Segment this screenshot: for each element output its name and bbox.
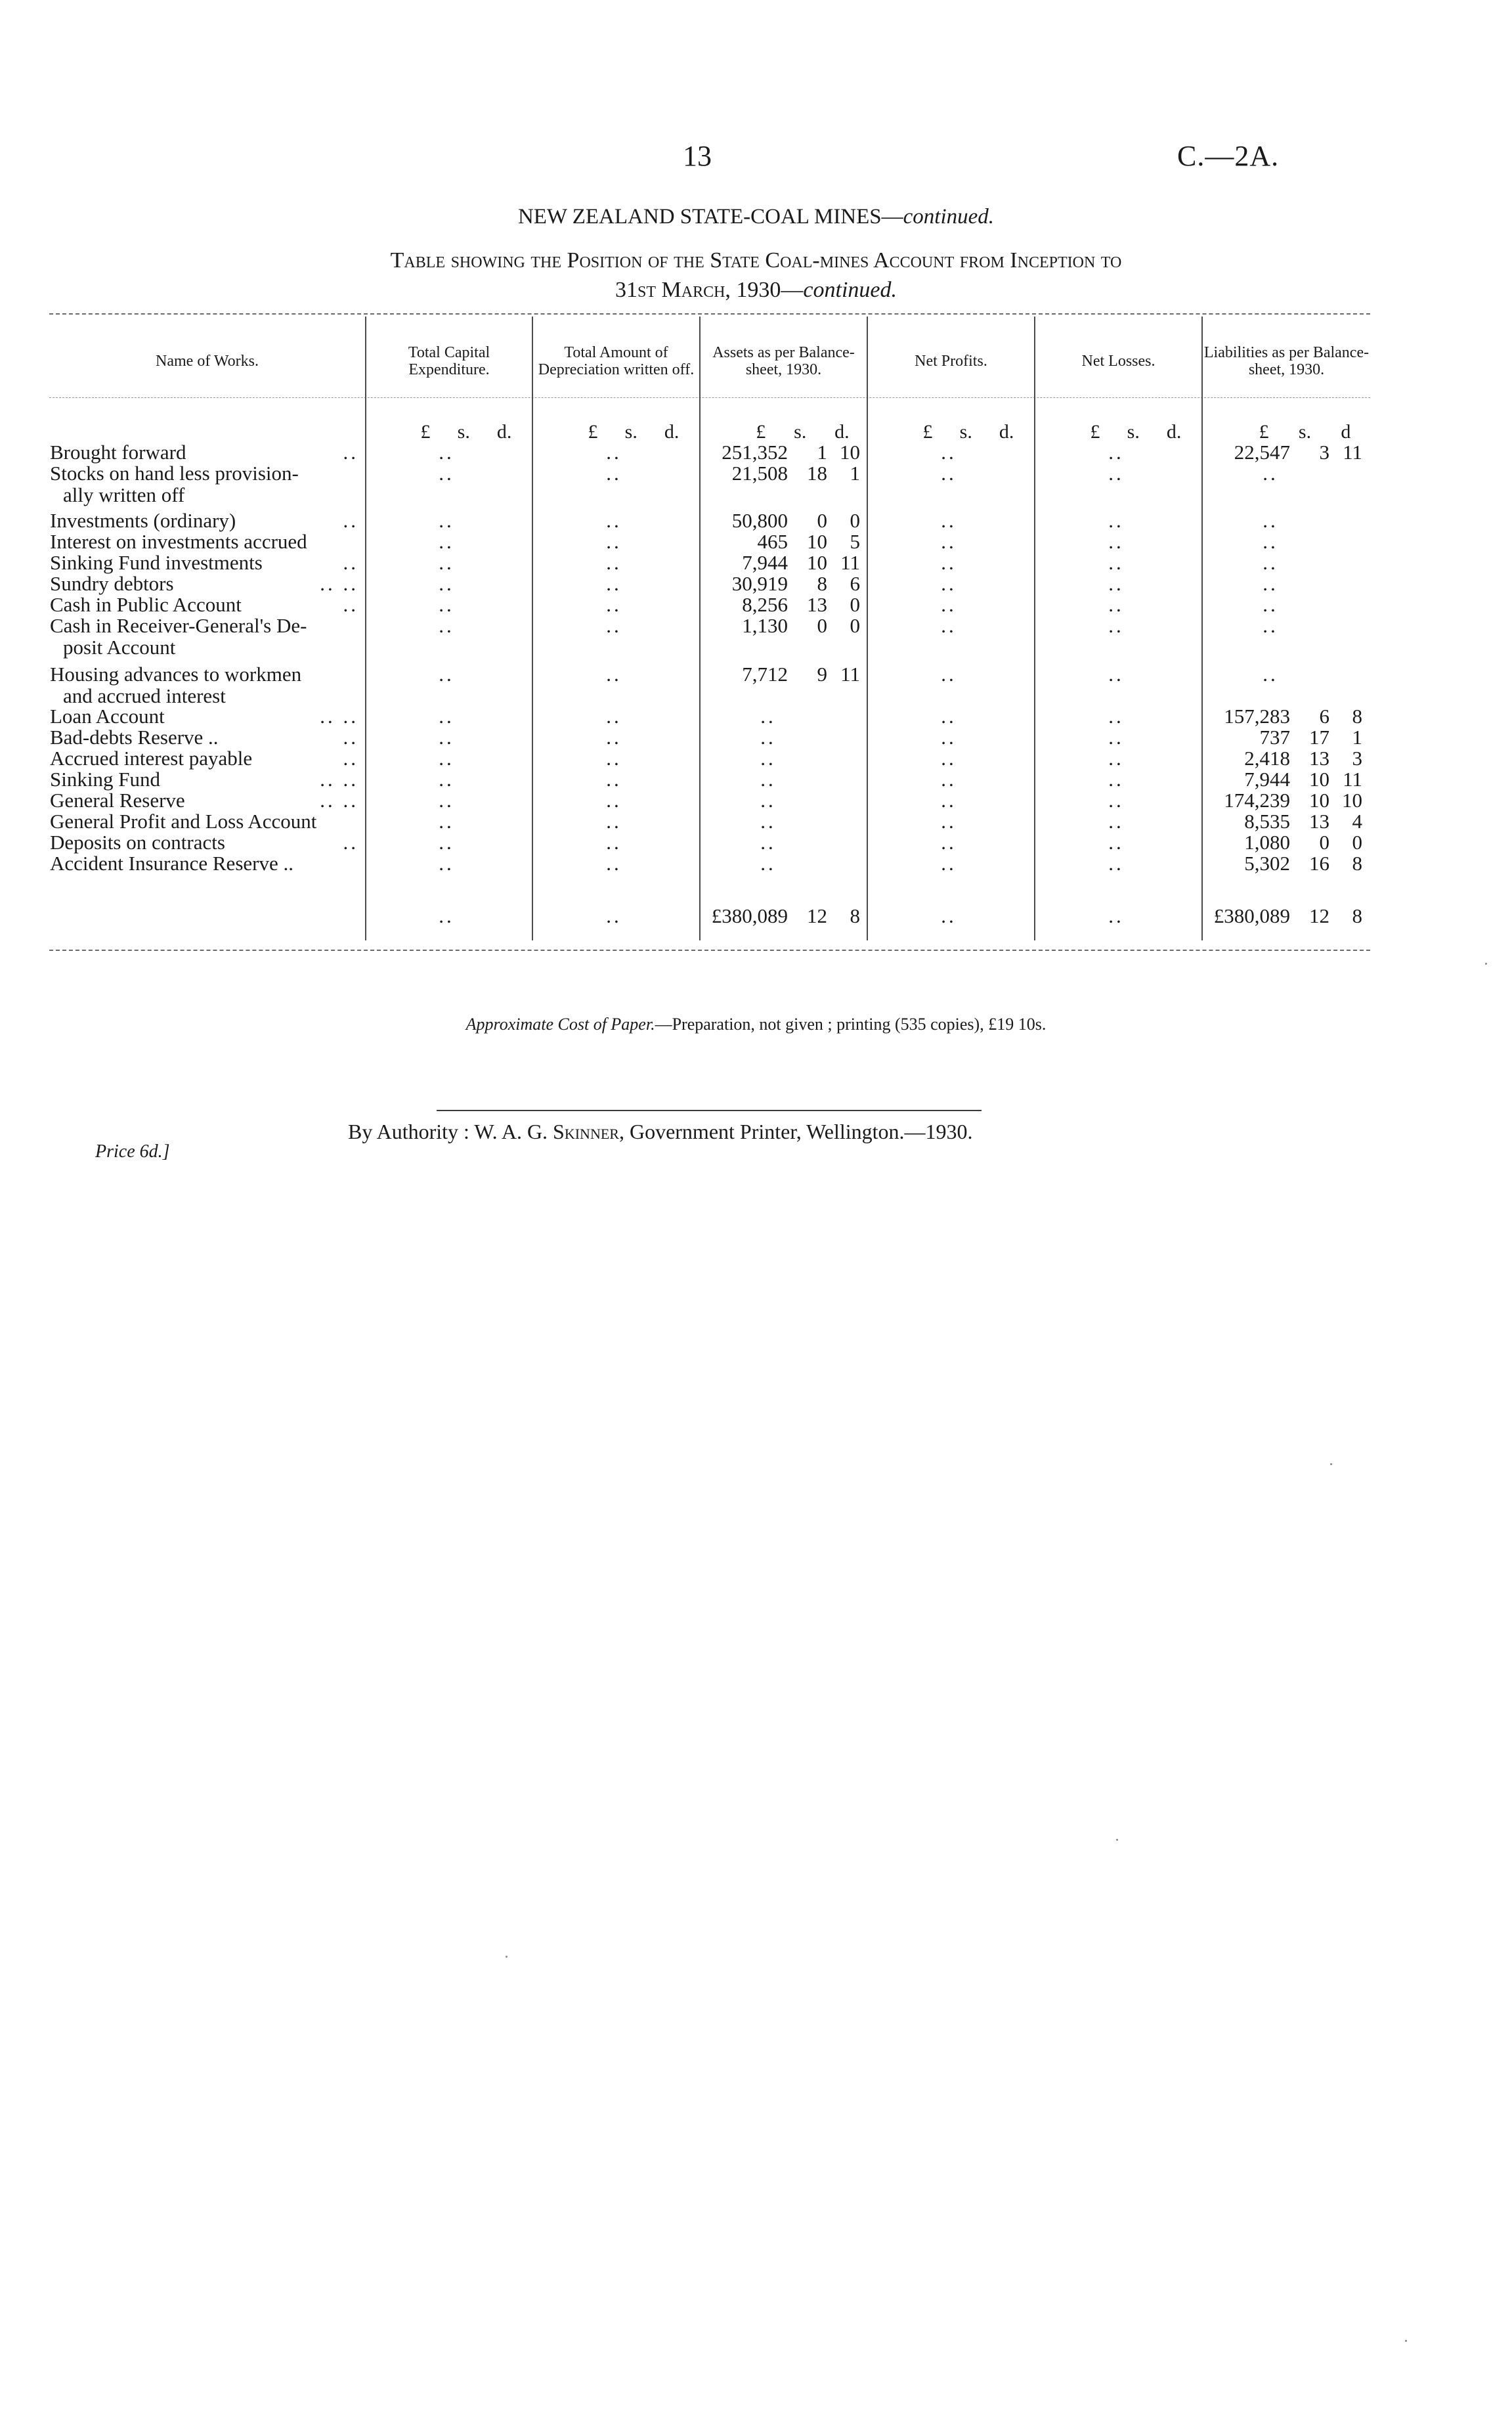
authority-suffix: , Government Printer, Wellington.—1930.: [618, 1120, 973, 1143]
row-label: [50, 789, 358, 811]
empty-cell-dots: ..: [439, 904, 454, 927]
empty-cell-dots: ..: [941, 747, 957, 770]
total-assets-shillings: 12: [807, 904, 827, 927]
empty-cell-dots: ..: [1263, 593, 1278, 616]
column-divider: [1034, 317, 1035, 940]
empty-cell-dots: ..: [606, 705, 622, 728]
liabilities-pence: 11: [1343, 768, 1362, 791]
liabilities-shillings: 13: [1309, 747, 1329, 770]
scan-speck: [506, 1956, 508, 1958]
table-title-italic: continued.: [803, 278, 897, 302]
assets-pounds: 30,919: [731, 572, 788, 595]
empty-cell-dots: ..: [1108, 705, 1124, 728]
liabilities-pounds: 2,418: [1244, 747, 1290, 770]
assets-pounds: 8,256: [742, 593, 788, 616]
leader-dots: ..: [343, 441, 358, 464]
assets-pence: 1: [850, 462, 860, 485]
column-divider: [365, 317, 366, 940]
empty-cell-dots: ..: [941, 572, 957, 595]
empty-cell-dots: ..: [1263, 509, 1278, 532]
liabilities-shillings: 0: [1319, 831, 1329, 854]
empty-cell-dots: ..: [439, 441, 454, 464]
cost-note-text: —Preparation, not given ; printing (535 copies), £19 10s.: [655, 1015, 1047, 1034]
unit-pound: £: [922, 421, 933, 443]
column-header-liabilities: Liabilities as per Balance-sheet, 1930.: [1203, 344, 1370, 378]
leader-dots: ..: [343, 551, 358, 574]
row-label: [50, 852, 358, 874]
table-title-line-2: [0, 275, 1512, 305]
row-label-continuation: posit Account: [63, 636, 176, 659]
empty-cell-dots: ..: [606, 509, 622, 532]
row-label: [50, 831, 358, 853]
empty-cell-dots: ..: [760, 810, 776, 833]
liabilities-pence: 8: [1352, 705, 1362, 728]
row-label: [50, 705, 358, 727]
column-header-assets: Assets as per Balance-sheet, 1930.: [712, 344, 855, 378]
leader-dots: .. ..: [320, 789, 358, 812]
row-label: [50, 573, 358, 594]
empty-cell-dots: ..: [439, 726, 454, 749]
empty-cell-dots: ..: [941, 768, 957, 791]
empty-cell-dots: ..: [1108, 768, 1124, 791]
empty-cell-dots: ..: [1108, 551, 1124, 574]
empty-cell-dots: ..: [1108, 509, 1124, 532]
leader-dots: ..: [343, 831, 358, 854]
empty-cell-dots: ..: [1263, 551, 1278, 574]
empty-cell-dots: ..: [1263, 462, 1278, 485]
unit-pence: d: [1341, 421, 1351, 443]
leader-dots: .. ..: [320, 768, 358, 791]
leader-dots: ..: [343, 747, 358, 770]
liabilities-pence: 0: [1352, 831, 1362, 854]
column-header-capital: Total Capital Expenditure.: [408, 344, 490, 378]
empty-cell-dots: ..: [439, 462, 454, 485]
empty-cell-dots: ..: [606, 768, 622, 791]
empty-cell-dots: ..: [760, 852, 776, 875]
empty-cell-dots: ..: [439, 768, 454, 791]
empty-cell-dots: ..: [606, 789, 622, 812]
liabilities-pence: 3: [1352, 747, 1362, 770]
unit-pound: £: [1090, 421, 1100, 443]
assets-shillings: 13: [807, 593, 827, 616]
liabilities-pounds: 7,944: [1244, 768, 1290, 791]
row-label-text: Housing advances to workmen: [50, 663, 302, 686]
table-top-rule: [49, 313, 1370, 315]
leader-dots: ..: [343, 593, 358, 616]
unit-pence: d.: [496, 421, 512, 443]
empty-cell-dots: ..: [941, 904, 957, 927]
liabilities-pounds: 737: [1259, 726, 1290, 749]
column-divider: [1201, 317, 1203, 940]
empty-cell-dots: ..: [1108, 462, 1124, 485]
unit-shilling: s.: [959, 421, 972, 443]
assets-pence: 11: [840, 551, 860, 574]
unit-pence: d.: [834, 421, 850, 443]
empty-cell-dots: ..: [941, 441, 957, 464]
empty-cell-dots: ..: [941, 726, 957, 749]
price-note: Price 6d.]: [95, 1141, 170, 1162]
row-label: [50, 615, 358, 658]
table-header-rule: [49, 397, 1370, 398]
empty-cell-dots: ..: [1108, 614, 1124, 637]
liabilities-pence: 4: [1352, 810, 1362, 833]
empty-cell-dots: ..: [760, 768, 776, 791]
unit-pound: £: [420, 421, 431, 443]
empty-cell-dots: ..: [941, 789, 957, 812]
empty-cell-dots: ..: [606, 593, 622, 616]
empty-cell-dots: ..: [1108, 789, 1124, 812]
row-label-text: General Reserve: [50, 789, 185, 812]
row-label: [50, 663, 358, 707]
unit-shilling: s.: [1127, 421, 1140, 443]
empty-cell-dots: ..: [439, 747, 454, 770]
row-label-text: Sinking Fund investments: [50, 551, 263, 574]
authority-line: [348, 1120, 973, 1144]
scan-speck: [1485, 963, 1487, 965]
unit-pence: d.: [664, 421, 680, 443]
column-header-losses: Net Losses.: [1081, 353, 1156, 370]
assets-pence: 6: [850, 572, 860, 595]
empty-cell-dots: ..: [439, 572, 454, 595]
assets-pounds: 251,352: [722, 441, 788, 464]
row-label-text: Sundry debtors: [50, 572, 174, 595]
column-header-profits: Net Profits.: [915, 353, 987, 370]
column-divider: [532, 317, 533, 940]
assets-shillings: 10: [807, 530, 827, 553]
empty-cell-dots: ..: [606, 462, 622, 485]
empty-cell-dots: ..: [439, 663, 454, 686]
total-liabilities-pounds: £380,089: [1213, 904, 1290, 927]
empty-cell-dots: ..: [1108, 831, 1124, 854]
empty-cell-dots: ..: [606, 551, 622, 574]
empty-cell-dots: ..: [606, 726, 622, 749]
empty-cell-dots: ..: [439, 831, 454, 854]
empty-cell-dots: ..: [1108, 593, 1124, 616]
empty-cell-dots: ..: [606, 614, 622, 637]
liabilities-shillings: 6: [1319, 705, 1329, 728]
liabilities-shillings: 10: [1309, 768, 1329, 791]
empty-cell-dots: ..: [1108, 572, 1124, 595]
liabilities-pounds: 8,535: [1244, 810, 1290, 833]
empty-cell-dots: ..: [606, 747, 622, 770]
empty-cell-dots: ..: [941, 663, 957, 686]
empty-cell-dots: ..: [439, 509, 454, 532]
empty-cell-dots: ..: [439, 789, 454, 812]
empty-cell-dots: ..: [439, 530, 454, 553]
assets-shillings: 1: [817, 441, 827, 464]
empty-cell-dots: ..: [760, 831, 776, 854]
scan-speck: [1116, 1839, 1118, 1841]
unit-shilling: s.: [457, 421, 470, 443]
empty-cell-dots: ..: [1108, 663, 1124, 686]
empty-cell-dots: ..: [1263, 663, 1278, 686]
empty-cell-dots: ..: [1263, 572, 1278, 595]
document-reference: C.—2A.: [1177, 140, 1280, 172]
leader-dots: ..: [343, 509, 358, 532]
row-label-continuation: and accrued interest: [63, 684, 226, 707]
empty-cell-dots: ..: [439, 614, 454, 637]
row-label: [50, 510, 358, 531]
assets-shillings: 18: [807, 462, 827, 485]
empty-cell-dots: ..: [941, 551, 957, 574]
row-label-text: Sinking Fund: [50, 768, 160, 791]
empty-cell-dots: ..: [941, 593, 957, 616]
liabilities-pence: 10: [1342, 789, 1362, 812]
cost-note: [0, 1015, 1512, 1034]
assets-shillings: 9: [817, 663, 827, 686]
units-profits: [909, 420, 1027, 444]
assets-shillings: 8: [817, 572, 827, 595]
liabilities-pounds: 5,302: [1244, 852, 1290, 875]
liabilities-pounds: 22,547: [1234, 441, 1290, 464]
column-header-depreciation: Total Amount of Depreciation written off.: [538, 344, 695, 378]
assets-pence: 11: [840, 663, 860, 686]
unit-pound: £: [756, 421, 766, 443]
row-label-text: Cash in Public Account: [50, 593, 242, 616]
row-label-text: Accrued interest payable: [50, 747, 253, 770]
unit-shilling: s.: [1298, 421, 1312, 443]
unit-shilling: s.: [624, 421, 637, 443]
row-label: [50, 810, 358, 832]
row-label-text: Brought forward: [50, 441, 186, 464]
liabilities-shillings: 16: [1309, 852, 1329, 875]
empty-cell-dots: ..: [439, 852, 454, 875]
empty-cell-dots: ..: [606, 831, 622, 854]
scan-speck: [1330, 1463, 1332, 1465]
empty-cell-dots: ..: [606, 810, 622, 833]
empty-cell-dots: ..: [760, 726, 776, 749]
empty-cell-dots: ..: [439, 810, 454, 833]
total-assets-pence: 8: [850, 904, 860, 927]
row-label-text: Bad-debts Reserve ..: [50, 726, 219, 749]
assets-pence: 10: [840, 441, 860, 464]
liabilities-pounds: 1,080: [1244, 831, 1290, 854]
leader-dots: .. ..: [320, 705, 358, 728]
page-number: 13: [683, 140, 712, 172]
row-label-text: Loan Account: [50, 705, 165, 728]
empty-cell-dots: ..: [760, 705, 776, 728]
units-depreciation: [574, 420, 693, 444]
assets-pence: 0: [850, 593, 860, 616]
empty-cell-dots: ..: [941, 852, 957, 875]
empty-cell-dots: ..: [1263, 530, 1278, 553]
row-label-continuation: ally written off: [63, 483, 185, 506]
row-label-text: General Profit and Loss Account: [50, 810, 317, 833]
unit-pence: d.: [999, 421, 1014, 443]
empty-cell-dots: ..: [606, 572, 622, 595]
unit-pound: £: [1259, 421, 1269, 443]
empty-cell-dots: ..: [1108, 904, 1124, 927]
total-liabilities-pence: 8: [1352, 904, 1362, 927]
liabilities-pounds: 174,239: [1224, 789, 1290, 812]
units-capital: [407, 420, 525, 444]
liabilities-pence: 8: [1352, 852, 1362, 875]
empty-cell-dots: ..: [606, 530, 622, 553]
liabilities-pounds: 157,283: [1224, 705, 1290, 728]
column-divider: [699, 317, 701, 940]
empty-cell-dots: ..: [941, 810, 957, 833]
table-bottom-rule: [49, 950, 1370, 951]
heading-main: NEW ZEALAND STATE-COAL MINES—: [517, 205, 903, 229]
assets-shillings: 10: [807, 551, 827, 574]
row-label-text: Cash in Receiver-General's De-: [50, 614, 307, 637]
column-header-name: Name of Works.: [156, 353, 259, 370]
scan-speck: [1405, 2340, 1407, 2342]
empty-cell-dots: ..: [606, 663, 622, 686]
empty-cell-dots: ..: [439, 593, 454, 616]
empty-cell-dots: ..: [1108, 441, 1124, 464]
section-heading: [0, 205, 1512, 229]
empty-cell-dots: ..: [941, 530, 957, 553]
empty-cell-dots: ..: [760, 789, 776, 812]
empty-cell-dots: ..: [941, 705, 957, 728]
assets-pounds: 50,800: [731, 509, 788, 532]
assets-pounds: 465: [757, 530, 788, 553]
row-label: [50, 462, 358, 506]
row-label-text: Accident Insurance Reserve ..: [50, 852, 293, 875]
empty-cell-dots: ..: [606, 904, 622, 927]
units-losses: [1077, 420, 1195, 444]
table-title: [0, 246, 1512, 305]
authority-prefix: By Authority : W. A. G.: [348, 1120, 553, 1143]
empty-cell-dots: ..: [1108, 726, 1124, 749]
row-label-text: Deposits on contracts: [50, 831, 225, 854]
column-divider: [867, 317, 868, 940]
printer-name: Skinner: [553, 1120, 619, 1143]
liabilities-pence: 11: [1343, 441, 1362, 464]
empty-cell-dots: ..: [439, 551, 454, 574]
cost-note-label: Approximate Cost of Paper.: [465, 1015, 655, 1034]
unit-pound: £: [588, 421, 598, 443]
row-label-text: Stocks on hand less provision-: [50, 462, 299, 485]
leader-dots: ..: [343, 726, 358, 749]
unit-shilling: s.: [794, 421, 807, 443]
total-assets-pounds: £380,089: [711, 904, 788, 927]
empty-cell-dots: ..: [606, 441, 622, 464]
row-label-text: Interest on investments accrued: [50, 530, 307, 553]
liabilities-shillings: 13: [1309, 810, 1329, 833]
assets-pounds: 7,712: [742, 663, 788, 686]
empty-cell-dots: ..: [606, 852, 622, 875]
empty-cell-dots: ..: [1108, 747, 1124, 770]
row-label: [50, 531, 358, 552]
empty-cell-dots: ..: [941, 509, 957, 532]
row-label: [50, 441, 358, 463]
empty-cell-dots: ..: [941, 462, 957, 485]
assets-shillings: 0: [817, 509, 827, 532]
liabilities-shillings: 10: [1309, 789, 1329, 812]
liabilities-shillings: 3: [1319, 441, 1329, 464]
empty-cell-dots: ..: [1108, 810, 1124, 833]
row-label: [50, 552, 358, 573]
empty-cell-dots: ..: [941, 831, 957, 854]
empty-cell-dots: ..: [941, 614, 957, 637]
leader-dots: .. ..: [320, 572, 358, 595]
empty-cell-dots: ..: [1108, 852, 1124, 875]
liabilities-pence: 1: [1352, 726, 1362, 749]
authority-rule: [437, 1110, 982, 1111]
table-title-date: 31st March, 1930—: [615, 278, 804, 302]
empty-cell-dots: ..: [439, 705, 454, 728]
assets-shillings: 0: [817, 614, 827, 637]
row-label: [50, 594, 358, 615]
assets-pounds: 7,944: [742, 551, 788, 574]
assets-pence: 0: [850, 614, 860, 637]
empty-cell-dots: ..: [760, 747, 776, 770]
total-liabilities-shillings: 12: [1309, 904, 1329, 927]
unit-pence: d.: [1166, 421, 1182, 443]
assets-pence: 5: [850, 530, 860, 553]
empty-cell-dots: ..: [1263, 614, 1278, 637]
empty-cell-dots: ..: [1108, 530, 1124, 553]
row-label: [50, 747, 358, 769]
row-label: [50, 768, 358, 790]
liabilities-shillings: 17: [1309, 726, 1329, 749]
assets-pounds: 1,130: [742, 614, 788, 637]
heading-italic: continued.: [903, 205, 995, 229]
row-label: [50, 726, 358, 748]
assets-pence: 0: [850, 509, 860, 532]
table-title-line-1: Table showing the Position of the State Coal-mines Account from Inception to: [390, 248, 1122, 273]
assets-pounds: 21,508: [731, 462, 788, 485]
row-label-text: Investments (ordinary): [50, 509, 236, 532]
